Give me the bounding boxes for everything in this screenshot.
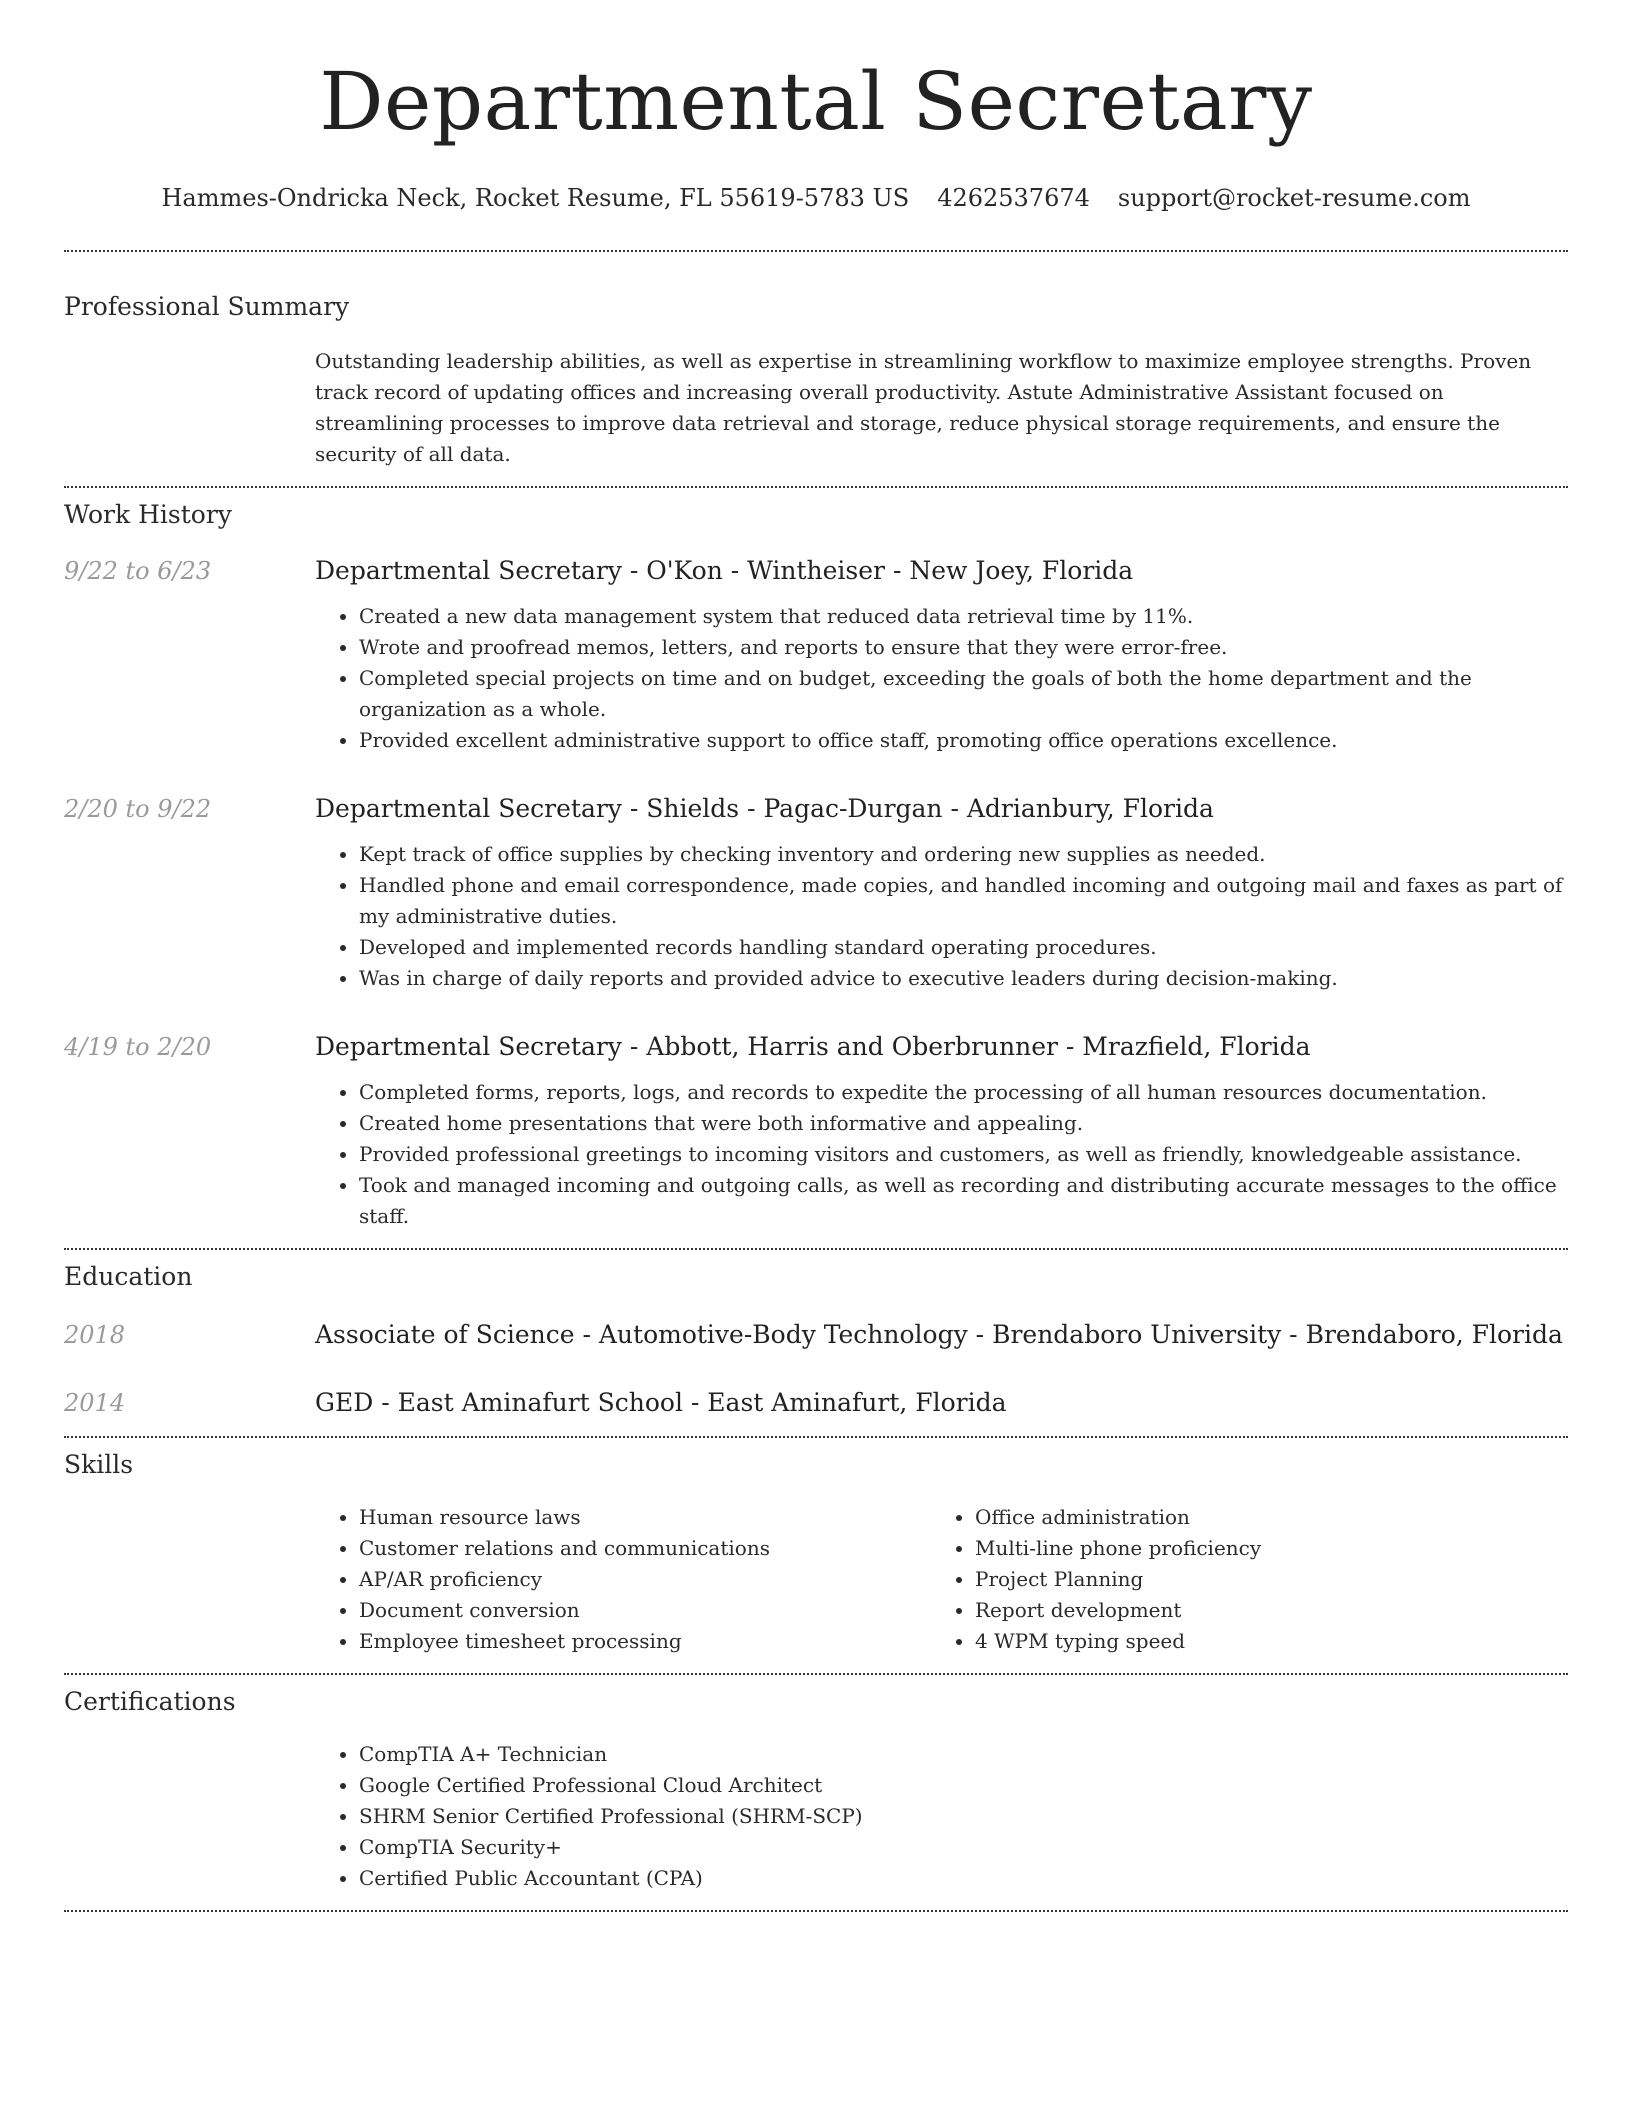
list-item: • Human resource laws — [359, 1502, 931, 1533]
header-divider — [64, 250, 1568, 252]
education-divider — [64, 1436, 1568, 1438]
contact-address: Hammes-Ondricka Neck, Rocket Resume, FL 55619-5783 US — [161, 184, 910, 212]
summary-section — [64, 290, 1568, 470]
work-divider — [64, 1248, 1568, 1250]
job-title: Departmental Secretary - Abbott, Harris and Oberbrunner - Mrazfield, Florida — [315, 1032, 1311, 1061]
list-item: • Document conversion — [359, 1595, 931, 1626]
list-item: • Created a new data management system that reduced data retrieval time by 11%. — [359, 601, 1568, 632]
job-bullets — [315, 839, 1568, 994]
list-item: • Project Planning — [975, 1564, 1547, 1595]
list-item: • Handled phone and email correspondence, made copies, and handled incoming and outgoing mail and faxes as part of my administrative duties. — [359, 870, 1568, 932]
list-item: • Customer relations and communications — [359, 1533, 931, 1564]
list-item: • Created home presentations that were both informative and appealing. — [359, 1108, 1568, 1139]
education-degree: GED - East Aminafurt School - East Aminafurt, Florida — [315, 1388, 1007, 1417]
list-item: • Certified Public Accountant (CPA) — [359, 1863, 1568, 1894]
resume-page — [64, 0, 1568, 1912]
summary-text: Outstanding leadership abilities, as well as expertise in streamlining workflow to maximize employee strengths. Proven track record of updating offices and increasing overall productivity. Astute Administrative Assistant focused on streamlining processes to improve data retrieval and storage, reduce physical storage requirements, and ensure the security of all data. — [315, 349, 1532, 466]
list-item: • 4 WPM typing speed — [975, 1626, 1547, 1657]
contact-phone: 4262537674 — [937, 184, 1090, 212]
skills-column-1 — [315, 1502, 931, 1657]
contact-email: support@rocket-resume.com — [1117, 184, 1471, 212]
certifications-divider — [64, 1910, 1568, 1912]
list-item: • Google Certified Professional Cloud Architect — [359, 1770, 1568, 1801]
education-section — [64, 1260, 1568, 1420]
list-item: • Employee timesheet processing — [359, 1626, 931, 1657]
education-entry — [64, 1318, 1568, 1352]
list-item: • Office administration — [975, 1502, 1547, 1533]
skills-column-2 — [931, 1502, 1547, 1657]
list-item: • SHRM Senior Certified Professional (SHRM-SCP) — [359, 1801, 1568, 1832]
list-item: • Provided professional greetings to incoming visitors and customers, as well as friendly, knowledgeable assistance. — [359, 1139, 1568, 1170]
job-title: Departmental Secretary - O'Kon - Wintheiser - New Joey, Florida — [315, 556, 1134, 585]
education-year: 2018 — [64, 1321, 126, 1349]
job-entry — [64, 792, 1568, 994]
list-item: • Provided excellent administrative support to office staff, promoting office operations excellence. — [359, 725, 1568, 756]
job-entry — [64, 554, 1568, 756]
skills-divider — [64, 1673, 1568, 1675]
education-degree: Associate of Science - Automotive-Body Technology - Brendaboro University - Brendaboro, Florida — [315, 1320, 1563, 1349]
list-item: • Developed and implemented records handling standard operating procedures. — [359, 932, 1568, 963]
list-item: • Report development — [975, 1595, 1547, 1626]
list-item: • CompTIA Security+ — [359, 1832, 1568, 1863]
education-year: 2014 — [64, 1389, 126, 1417]
certifications-section — [64, 1685, 1568, 1894]
list-item: • Completed special projects on time and on budget, exceeding the goals of both the home department and the organization as a whole. — [359, 663, 1568, 725]
job-bullets — [315, 1077, 1568, 1232]
education-heading: Education — [64, 1262, 193, 1291]
skills-grid — [315, 1502, 1568, 1657]
list-item: • Multi-line phone proficiency — [975, 1533, 1547, 1564]
contact-line — [64, 182, 1568, 214]
list-item: • Was in charge of daily reports and provided advice to executive leaders during decision-making. — [359, 963, 1568, 994]
education-entry — [64, 1386, 1568, 1420]
list-item: • AP/AR proficiency — [359, 1564, 931, 1595]
job-title: Departmental Secretary - Shields - Pagac-Durgan - Adrianbury, Florida — [315, 794, 1214, 823]
candidate-name: Departmental Secretary — [319, 55, 1313, 148]
work-history-section — [64, 498, 1568, 1232]
list-item: • Wrote and proofread memos, letters, and reports to ensure that they were error-free. — [359, 632, 1568, 663]
list-item: • Completed forms, reports, logs, and records to expedite the processing of all human resources documentation. — [359, 1077, 1568, 1108]
job-bullets — [315, 601, 1568, 756]
list-item: • CompTIA A+ Technician — [359, 1739, 1568, 1770]
work-history-heading: Work History — [64, 500, 232, 529]
job-dates: 2/20 to 9/22 — [64, 795, 212, 823]
job-dates: 9/22 to 6/23 — [64, 557, 212, 585]
job-dates: 4/19 to 2/20 — [64, 1033, 212, 1061]
job-entry — [64, 1030, 1568, 1232]
list-item: • Took and managed incoming and outgoing calls, as well as recording and distributing accurate messages to the office staff. — [359, 1170, 1568, 1232]
certifications-heading: Certifications — [64, 1687, 236, 1716]
summary-divider — [64, 486, 1568, 488]
skills-heading: Skills — [64, 1450, 134, 1479]
summary-heading: Professional Summary — [64, 292, 350, 321]
list-item: • Kept track of office supplies by checking inventory and ordering new supplies as needed. — [359, 839, 1568, 870]
certifications-list — [315, 1739, 1568, 1894]
skills-section — [64, 1448, 1568, 1657]
